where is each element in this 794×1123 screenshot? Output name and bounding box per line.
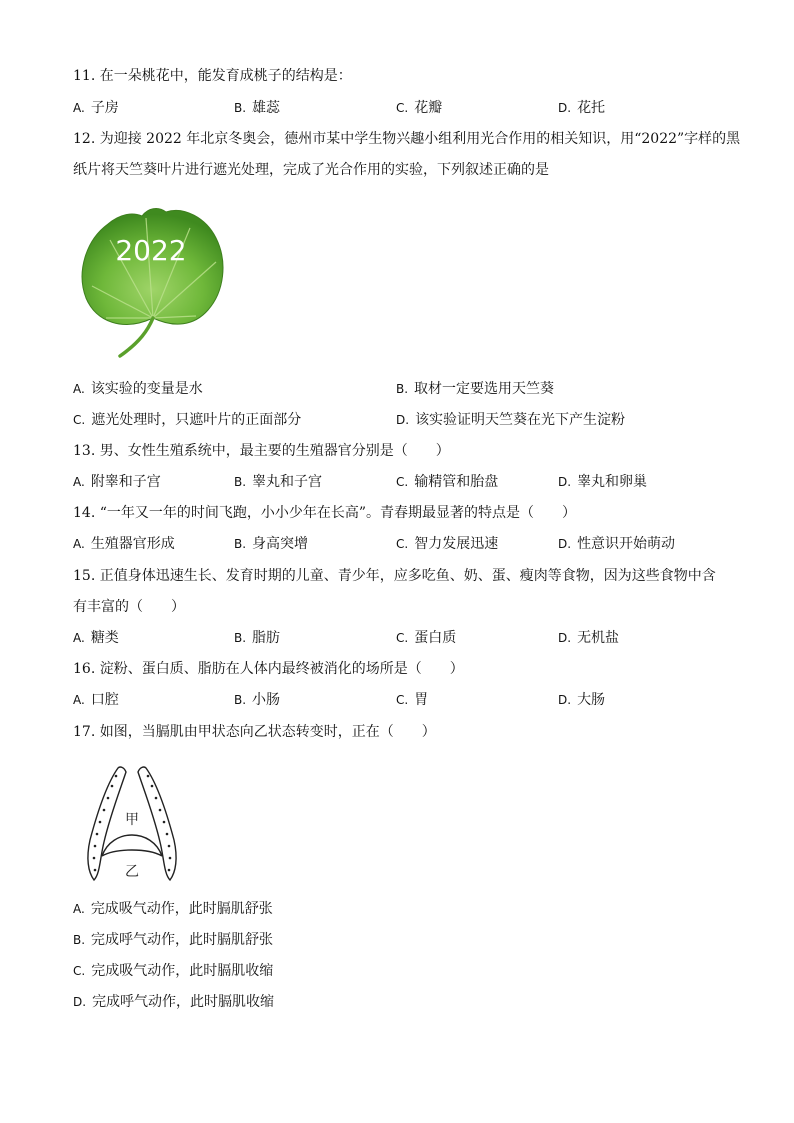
option-text: 生殖器官形成 [90, 536, 175, 552]
q13-option-b [234, 473, 322, 491]
q12-option-a [73, 380, 203, 398]
option-label: A. [73, 382, 85, 396]
q11-stem: 11. 在一朵桃花中，能发育成桃子的结构是： [73, 68, 352, 84]
option-text: 取材一定要选用天竺葵 [414, 381, 555, 397]
q12-stem-line2: 纸片将天竺葵叶片进行遮光处理，完成了光合作用的实验，下列叙述正确的是 [73, 162, 549, 178]
option-text: 遮光处理时，只遮叶片的正面部分 [91, 412, 302, 428]
label-jia: 甲 [125, 812, 139, 828]
option-text: 口腔 [90, 692, 119, 708]
q17-option-b [73, 931, 273, 949]
q16-option-a [73, 691, 119, 709]
option-label: C. [396, 631, 409, 645]
q15-stem-line1: 15. 正值身体迅速生长、发育时期的儿童、青少年，应多吃鱼、奶、蛋、瘦肉等食物，因为这些食物中含 [73, 568, 716, 584]
option-text: 性意识开始萌动 [577, 536, 676, 552]
option-text: 睾丸和子宫 [252, 474, 323, 490]
q12-stem-line1: 12. 为迎接 2022 年北京冬奥会，德州市某中学生物兴趣小组利用光合作用的相关知识，用“2022”字样的黑 [73, 131, 741, 147]
q13-stem: 13. 男、女性生殖系统中，最主要的生殖器官分别是（ ） [73, 443, 450, 459]
option-label: A. [73, 537, 85, 551]
option-label: D. [396, 413, 410, 427]
option-label: D. [558, 631, 572, 645]
q12-option-c [73, 411, 301, 429]
q14-option-d [558, 535, 675, 553]
q15-option-b [234, 629, 280, 647]
option-label: C. [73, 964, 86, 978]
q16-stem: 16. 淀粉、蛋白质、脂肪在人体内最终被消化的场所是（ ） [73, 661, 464, 677]
option-label: A. [73, 475, 85, 489]
option-label: D. [558, 693, 572, 707]
geranium-leaf-image [78, 200, 228, 358]
option-text: 小肠 [252, 692, 281, 708]
option-label: B. [234, 475, 247, 489]
diaphragm-yi-curve [102, 850, 162, 856]
q17-option-a [73, 900, 273, 918]
option-label: A. [73, 693, 85, 707]
q11-option-c [396, 99, 442, 117]
q15-option-d [558, 629, 619, 647]
option-text: 该实验的变量是水 [90, 381, 203, 397]
option-label: B. [234, 693, 247, 707]
q14-option-b [234, 535, 308, 553]
option-label: D. [558, 475, 572, 489]
option-label: B. [234, 631, 247, 645]
option-text: 输精管和胎盘 [414, 474, 499, 490]
option-label: B. [234, 101, 247, 115]
option-label: B. [396, 382, 409, 396]
q16-option-c [396, 691, 428, 709]
option-text: 完成呼气动作，此时膈肌舒张 [91, 932, 274, 948]
option-label: C. [396, 101, 409, 115]
option-label: D. [73, 995, 87, 1009]
q12-option-d [396, 411, 625, 429]
q13-option-c [396, 473, 498, 491]
option-text: 脂肪 [252, 630, 281, 646]
option-label: C. [396, 537, 409, 551]
q15-stem-line2: 有丰富的（ ） [73, 599, 185, 615]
option-label: C. [73, 413, 86, 427]
option-label: B. [234, 537, 247, 551]
option-text: 身高突增 [252, 536, 309, 552]
option-label: D. [558, 101, 572, 115]
label-yi: 乙 [125, 864, 139, 880]
q17-option-d [73, 993, 274, 1011]
q13-option-d [558, 473, 647, 491]
q17-option-c [73, 962, 273, 980]
q16-option-d [558, 691, 605, 709]
option-text: 胃 [414, 692, 429, 708]
q11-option-b [234, 99, 280, 117]
option-label: A. [73, 902, 85, 916]
q11-option-d [558, 99, 605, 117]
option-label: D. [558, 537, 572, 551]
option-text: 子房 [90, 100, 119, 116]
option-text: 无机盐 [577, 630, 620, 646]
option-text: 睾丸和卵巢 [577, 474, 648, 490]
option-text: 该实验证明天竺葵在光下产生淀粉 [415, 412, 626, 428]
q16-option-b [234, 691, 280, 709]
option-text: 花瓣 [414, 100, 443, 116]
option-text: 完成呼气动作，此时膈肌收缩 [92, 994, 275, 1010]
q12-option-b [396, 380, 554, 398]
q13-option-a [73, 473, 161, 491]
right-ribcage [138, 767, 176, 880]
q14-option-a [73, 535, 175, 553]
leaf-2022-text: 2022 [115, 234, 187, 267]
option-text: 智力发展迅速 [414, 536, 499, 552]
option-label: C. [396, 693, 409, 707]
option-text: 完成吸气动作，此时膈肌舒张 [90, 901, 273, 917]
option-text: 糖类 [90, 630, 119, 646]
option-text: 大肠 [577, 692, 606, 708]
option-label: A. [73, 101, 85, 115]
option-text: 花托 [577, 100, 606, 116]
option-text: 附睾和子宫 [90, 474, 161, 490]
left-ribcage [88, 767, 126, 880]
q15-option-a [73, 629, 119, 647]
q14-option-c [396, 535, 498, 553]
option-text: 完成吸气动作，此时膈肌收缩 [91, 963, 274, 979]
option-label: C. [396, 475, 409, 489]
option-text: 雄蕊 [252, 100, 281, 116]
option-text: 蛋白质 [414, 630, 457, 646]
q11-option-a [73, 99, 119, 117]
q17-stem: 17. 如图，当膈肌由甲状态向乙状态转变时，正在（ ） [73, 724, 436, 740]
q15-option-c [396, 629, 456, 647]
diaphragm-diagram [82, 762, 182, 884]
q14-stem: 14. “一年又一年的时间飞跑，小小少年在长高”。青春期最显著的特点是（ ） [73, 505, 577, 521]
option-label: A. [73, 631, 85, 645]
option-label: B. [73, 933, 86, 947]
